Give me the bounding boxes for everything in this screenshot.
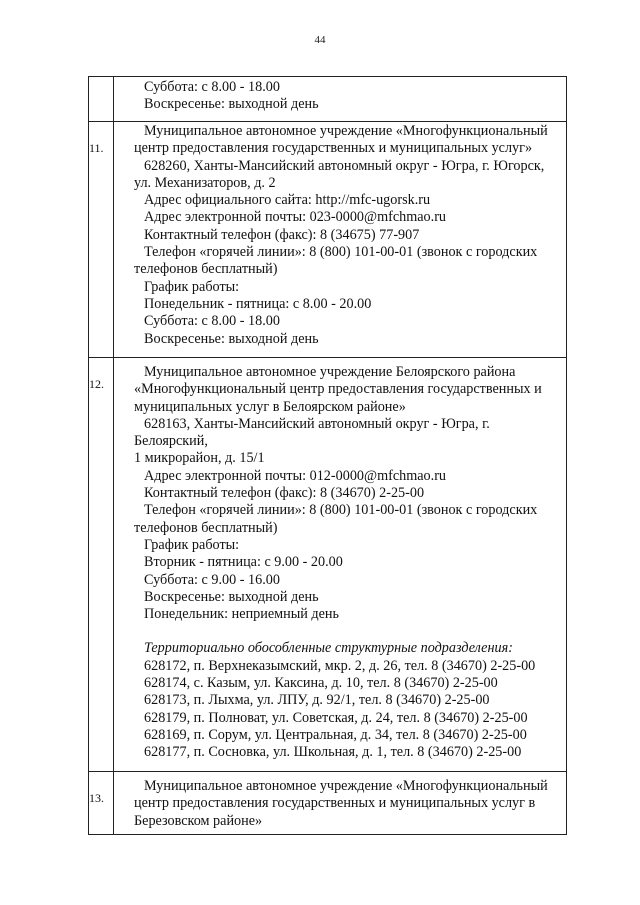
schedule-saturday: Суббота: с 8.00 - 18.00 bbox=[144, 79, 280, 95]
row-content bbox=[114, 358, 567, 771]
schedule-heading: График работы: bbox=[144, 536, 240, 553]
schedule-heading: График работы: bbox=[144, 278, 240, 295]
institution-name-line: центр предоставления государственных и муниципальных услуг» bbox=[134, 140, 533, 157]
spacer bbox=[134, 623, 558, 640]
row-content bbox=[114, 772, 567, 834]
institution-name-line: Муниципальное автономное учреждение Белоярского района bbox=[144, 364, 516, 380]
row-content bbox=[114, 122, 567, 357]
hotline-line: телефонов бесплатный) bbox=[134, 261, 278, 278]
schedule-sunday: Воскресенье: выходной день bbox=[144, 330, 319, 347]
phone-line: Контактный телефон (факс): 8 (34670) 2-25-00 bbox=[144, 485, 425, 502]
table-row bbox=[89, 122, 567, 358]
institution-name-line: Муниципальное автономное учреждение «Многофункциональный bbox=[144, 123, 548, 139]
table-row bbox=[89, 358, 567, 772]
institutions-table bbox=[88, 76, 567, 835]
institution-name-line: центр предоставления государственных и муниципальных услуг в bbox=[134, 795, 536, 812]
branch-line: 628173, п. Лыхма, ул. ЛПУ, д. 92/1, тел. 8 (34670) 2-25-00 bbox=[144, 692, 490, 709]
email-line: Адрес электронной почты: 023-0000@mfchmao.ru bbox=[144, 209, 447, 226]
schedule-weekdays: Вторник - пятница: с 9.00 - 20.00 bbox=[144, 554, 343, 571]
hotline-line: телефонов бесплатный) bbox=[134, 519, 278, 536]
table-row bbox=[89, 772, 567, 835]
branch-line: 628177, п. Сосновка, ул. Школьная, д. 1, тел. 8 (34670) 2-25-00 bbox=[144, 744, 522, 761]
branch-line: 628179, п. Полноват, ул. Советская, д. 24, тел. 8 (34670) 2-25-00 bbox=[144, 709, 528, 726]
page-number: 44 bbox=[314, 34, 326, 46]
row-number: 12. bbox=[89, 358, 114, 771]
row-number: 11. bbox=[89, 122, 114, 357]
branches-subtitle: Территориально обособленные структурные подразделения: bbox=[144, 640, 513, 657]
hotline-line: Телефон «горячей линии»: 8 (800) 101-00-01 (звонок с городских bbox=[144, 502, 538, 519]
branch-line: 628169, п. Сорум, ул. Центральная, д. 34, тел. 8 (34670) 2-25-00 bbox=[144, 726, 527, 743]
schedule-sunday: Воскресенье: выходной день bbox=[144, 588, 319, 605]
schedule-weekdays: Понедельник - пятница: с 8.00 - 20.00 bbox=[144, 295, 372, 312]
row-number: 13. bbox=[89, 772, 114, 834]
address-line: 628163, Ханты-Мансийский автономный округ - Югра, г. bbox=[144, 415, 490, 432]
institution-name-line: Березовском районе» bbox=[134, 812, 263, 829]
branch-line: 628174, с. Казым, ул. Каксина, д. 10, тел. 8 (34670) 2-25-00 bbox=[144, 675, 498, 692]
hotline-line: Телефон «горячей линии»: 8 (800) 101-00-01 (звонок с городских bbox=[144, 244, 538, 261]
address-line: 1 микрорайон, д. 15/1 bbox=[134, 450, 265, 467]
institution-name-line: Муниципальное автономное учреждение «Многофункциональный bbox=[144, 778, 548, 794]
website-line: Адрес официального сайта: http://mfc-ugorsk.ru bbox=[144, 192, 431, 209]
phone-line: Контактный телефон (факс): 8 (34675) 77-907 bbox=[144, 226, 420, 243]
institution-name-line: муниципальных услуг в Белоярском районе» bbox=[134, 398, 406, 415]
branch-line: 628172, п. Верхнеказымский, мкр. 2, д. 26, тел. 8 (34670) 2-25-00 bbox=[144, 657, 536, 674]
institution-name-line: «Многофункциональный центр предоставления государственных и bbox=[134, 381, 542, 398]
schedule-saturday: Суббота: с 9.00 - 16.00 bbox=[144, 571, 280, 588]
address-line: 628260, Ханты-Мансийский автономный округ - Югра, г. Югорск, bbox=[144, 157, 545, 174]
schedule-monday: Понедельник: неприемный день bbox=[144, 606, 339, 623]
row-number bbox=[89, 77, 114, 121]
address-line: Белоярский, bbox=[134, 433, 208, 450]
address-line: ул. Механизаторов, д. 2 bbox=[134, 174, 276, 191]
schedule-saturday: Суббота: с 8.00 - 18.00 bbox=[144, 313, 280, 330]
table-row bbox=[89, 77, 567, 122]
schedule-sunday: Воскресенье: выходной день bbox=[144, 96, 319, 113]
row-content bbox=[114, 77, 567, 121]
email-line: Адрес электронной почты: 012-0000@mfchmao.ru bbox=[144, 467, 447, 484]
